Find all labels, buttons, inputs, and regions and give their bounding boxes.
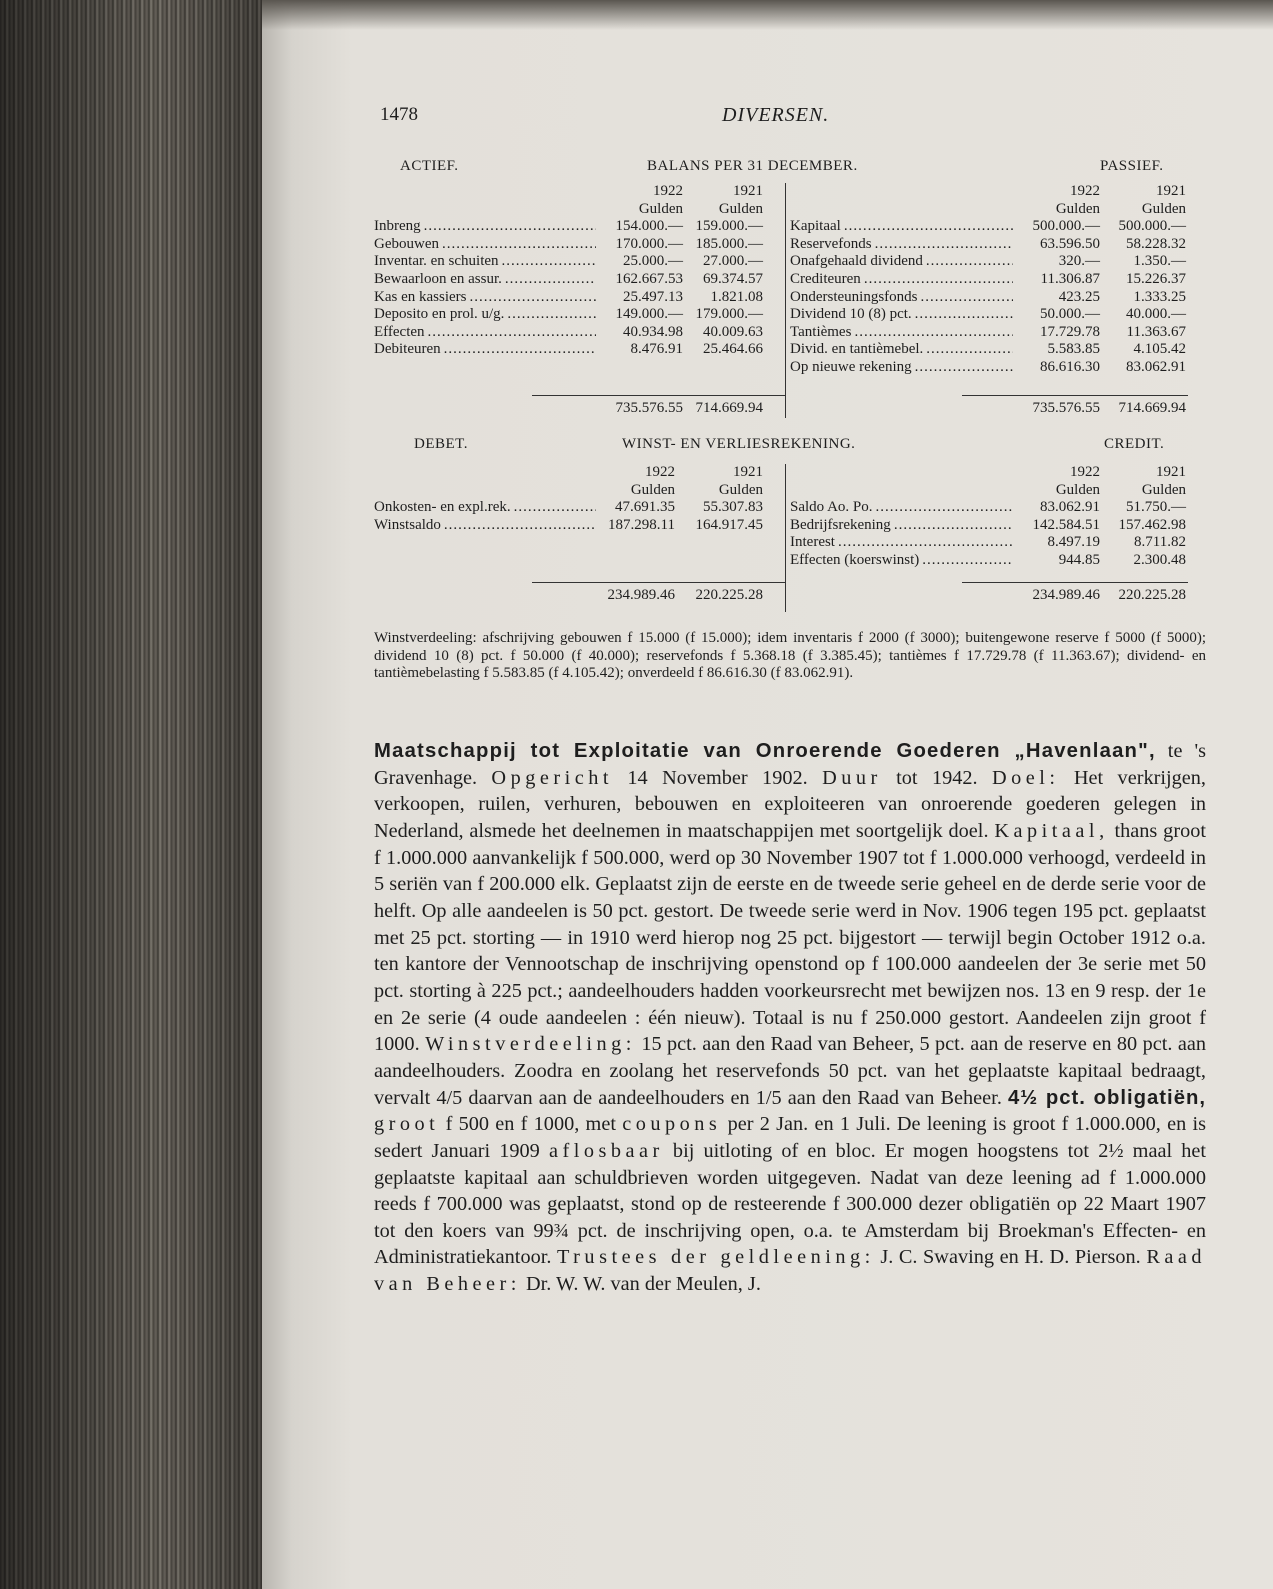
value-1922: 8.476.91 xyxy=(630,341,683,358)
unit-1922: Gulden xyxy=(1055,481,1100,498)
table-row xyxy=(790,289,1186,307)
leader-dots xyxy=(444,341,596,359)
section-title: DIVERSEN. xyxy=(722,104,830,126)
unit-1921: Gulden xyxy=(718,200,763,217)
passief-total-1921: 714.669.94 xyxy=(1118,400,1186,416)
value-1921: 83.062.91 xyxy=(1126,358,1186,375)
table-row xyxy=(790,253,1186,271)
leader-dots xyxy=(915,359,1013,377)
row-label xyxy=(790,253,1016,271)
table-row xyxy=(374,517,763,535)
coupons-label: coupons xyxy=(622,1113,722,1136)
value-1921: 500.000.— xyxy=(1118,218,1186,235)
winstverdeeling-label: Winstverdeeling: xyxy=(425,1033,636,1056)
table-row xyxy=(374,324,763,342)
table-row xyxy=(374,341,763,359)
row-label xyxy=(374,499,599,517)
value-1922: 500.000.— xyxy=(1032,218,1100,235)
page-number: 1478 xyxy=(380,104,418,125)
credit-year-row xyxy=(790,464,1186,482)
table-row xyxy=(790,271,1186,289)
value-1922: 170.000.— xyxy=(615,235,683,252)
unit-1921: Gulden xyxy=(718,481,763,498)
row-label-text: Effecten (koerswinst) xyxy=(790,551,920,568)
actief-unit-row xyxy=(374,201,763,219)
value-1922: 423.25 xyxy=(1058,288,1100,305)
table-row xyxy=(374,236,763,254)
text-segment: f 500 en f 1000, met xyxy=(439,1113,623,1136)
text-segment: 14 November 1902. xyxy=(613,766,823,789)
credit-caption: CREDIT. xyxy=(1104,436,1165,452)
unit-1922: Gulden xyxy=(638,200,683,217)
value-1921: 2.300.48 xyxy=(1133,551,1186,568)
year-1922: 1922 xyxy=(645,464,675,480)
row-label-text: Bedrijfsrekening xyxy=(790,516,891,533)
leader-dots xyxy=(469,289,596,307)
value-1922: 50.000.— xyxy=(1040,306,1100,323)
table-row xyxy=(790,218,1186,236)
row-label xyxy=(374,289,599,307)
value-1922: 187.298.11 xyxy=(608,516,675,533)
leader-dots xyxy=(507,306,596,324)
table-row xyxy=(790,534,1186,552)
debet-year-row xyxy=(374,464,763,482)
value-1922: 162.667.53 xyxy=(615,270,683,287)
text-segment: bij uitloting of en bloc. Er mogen hoogstens tot 2½ maal het geplaatste kapitaal aan schuldbrieven worden uitgegeven. Nadat van deze leening ad f 1.000.000 reeds f 700.000 was geplaatst, stond op de resteerende f 300.000 dezer obligatiën op 22 Maart 1907 tot den koers van 99¾ pct. de inschrijving open, o.a. te Amsterdam bij Broekman's Effecten- en Administratiekantoor. xyxy=(374,1139,1207,1269)
value-1921: 69.374.57 xyxy=(703,270,763,287)
text-segment: tot 1942. xyxy=(881,766,992,789)
row-label xyxy=(790,359,1016,377)
row-label xyxy=(374,324,599,342)
value-1922: 17.729.78 xyxy=(1040,323,1100,340)
row-label-text: Deposito en prol. u/g. xyxy=(374,306,505,323)
debet-total-rule xyxy=(532,582,786,583)
value-1922: 154.000.— xyxy=(615,218,683,235)
passief-total-rule xyxy=(962,395,1188,396)
value-1921: 40.000.— xyxy=(1126,306,1186,323)
row-label xyxy=(790,271,1016,289)
top-shadow xyxy=(262,0,1273,30)
passief-caption: PASSIEF. xyxy=(1100,158,1164,174)
leader-dots xyxy=(514,499,596,517)
row-label xyxy=(790,324,1016,342)
year-1921: 1921 xyxy=(1156,183,1186,199)
unit-1922: Gulden xyxy=(630,481,675,498)
leader-dots xyxy=(864,271,1013,289)
value-1921: 11.363.67 xyxy=(1126,323,1186,340)
value-1921: 25.464.66 xyxy=(703,341,763,358)
credit-table xyxy=(790,464,1186,570)
book-page xyxy=(262,0,1273,1589)
debet-table xyxy=(374,464,763,534)
leader-dots xyxy=(915,306,1013,324)
pl-divider xyxy=(785,464,786,612)
row-label-text: Op nieuwe rekening xyxy=(790,358,912,375)
credit-total-rule xyxy=(962,582,1188,583)
leader-dots xyxy=(875,236,1013,254)
actief-year-row xyxy=(374,183,763,201)
value-1922: 944.85 xyxy=(1058,551,1100,568)
text-segment: te 's Gravenhage. xyxy=(374,740,1206,789)
credit-unit-row xyxy=(790,482,1186,500)
row-label xyxy=(790,517,1016,535)
value-1921: 51.750.— xyxy=(1126,499,1186,516)
value-1921: 1.350.— xyxy=(1133,253,1186,270)
pl-caption: WINST- EN VERLIESREKENING. xyxy=(622,436,856,452)
aflosbaar-label: aflosbaar xyxy=(548,1139,664,1162)
unit-1922: Gulden xyxy=(1055,200,1100,217)
spine-shadow xyxy=(0,0,265,1589)
row-label xyxy=(374,306,599,324)
value-1921: 58.228.32 xyxy=(1126,235,1186,252)
credit-total-row xyxy=(790,587,1186,605)
row-label-text: Divid. en tantièmebel. xyxy=(790,341,924,358)
row-label xyxy=(374,341,599,359)
row-label xyxy=(374,218,599,236)
table-row xyxy=(790,324,1186,342)
leader-dots xyxy=(921,289,1014,307)
value-1922: 25.497.13 xyxy=(623,288,683,305)
row-label-text: Saldo Ao. Po. xyxy=(790,499,873,516)
row-label-text: Kas en kassiers xyxy=(374,288,467,305)
text-segment: Het verkrijgen, verkoopen, ruilen, verhuren, bebouwen en exploiteeren van onroerende goederen gelegen in Nederland, alsmede het deelnemen in maatschappijen met soortgelijk doel. xyxy=(374,766,1206,842)
row-label xyxy=(790,534,1016,552)
row-label-text: Crediteuren xyxy=(790,270,861,287)
kapitaal-label: Kapitaal, xyxy=(994,819,1109,842)
debet-total-row xyxy=(374,587,763,605)
row-label-text: Ondersteuningsfonds xyxy=(790,288,918,305)
passief-unit-row xyxy=(790,201,1186,219)
passief-table xyxy=(790,183,1186,377)
row-label-text: Onafgehaald dividend xyxy=(790,253,923,270)
table-row xyxy=(790,341,1186,359)
passief-total-row xyxy=(790,400,1186,418)
leader-dots xyxy=(444,517,596,535)
table-row xyxy=(374,271,763,289)
leader-dots xyxy=(838,534,1013,552)
value-1922: 47.691.35 xyxy=(615,499,675,516)
leader-dots xyxy=(428,324,596,342)
actief-total-1921: 714.669.94 xyxy=(695,400,763,416)
row-label-text: Effecten xyxy=(374,323,425,340)
debet-total-1921: 220.225.28 xyxy=(695,587,763,603)
leader-dots xyxy=(922,552,1013,570)
year-1921: 1921 xyxy=(733,183,763,199)
text-segment: 15 pct. aan den Raad van Beheer, 5 pct. aan de reserve en 80 pct. aan aandeelhouders. Zoodra en zoolang het reservefonds 50 pct. van het geplaatste kapitaal bedraagt, vervalt 4/5 daarvan aan de aandeelhouders en 1/5 aan den Raad van Beheer. xyxy=(374,1033,1207,1109)
year-1921: 1921 xyxy=(733,464,763,480)
row-label xyxy=(790,499,1016,517)
raad-label: Raad van Beheer: xyxy=(374,1246,1206,1296)
value-1921: 27.000.— xyxy=(703,253,763,270)
value-1921: 185.000.— xyxy=(695,235,763,252)
actief-total-rule xyxy=(532,395,786,396)
row-label-text: Gebouwen xyxy=(374,235,439,252)
value-1922: 11.306.87 xyxy=(1040,270,1100,287)
unit-1921: Gulden xyxy=(1141,200,1186,217)
value-1922: 86.616.30 xyxy=(1040,358,1100,375)
leader-dots xyxy=(926,341,1013,359)
row-label xyxy=(374,253,599,271)
debet-unit-row xyxy=(374,482,763,500)
trustees-label: Trustees der geldleening: xyxy=(557,1246,875,1269)
value-1922: 149.000.— xyxy=(615,306,683,323)
value-1921: 179.000.— xyxy=(695,306,763,323)
value-1922: 320.— xyxy=(1058,253,1100,270)
table-row xyxy=(374,289,763,307)
row-label xyxy=(790,218,1016,236)
balance-divider xyxy=(785,183,786,418)
row-label xyxy=(790,341,1016,359)
year-1921: 1921 xyxy=(1156,464,1186,480)
value-1922: 63.596.50 xyxy=(1040,235,1100,252)
unit-1921: Gulden xyxy=(1141,481,1186,498)
row-label-text: Dividend 10 (8) pct. xyxy=(790,306,912,323)
text-segment: J. C. Swaving en H. D. Pierson. xyxy=(874,1246,1147,1269)
value-1921: 4.105.42 xyxy=(1133,341,1186,358)
table-row xyxy=(790,499,1186,517)
balance-caption: BALANS PER 31 DECEMBER. xyxy=(647,158,858,174)
row-label-text: Onkosten- en expl.rek. xyxy=(374,499,511,516)
value-1921: 8.711.82 xyxy=(1134,534,1186,551)
row-label-text: Inbreng xyxy=(374,218,421,235)
value-1921: 159.000.— xyxy=(695,218,763,235)
table-row xyxy=(790,552,1186,570)
row-label xyxy=(374,517,599,535)
credit-total-1921: 220.225.28 xyxy=(1118,587,1186,603)
row-label-text: Interest xyxy=(790,534,835,551)
table-row xyxy=(790,236,1186,254)
text-segment: per 2 Jan. en 1 Juli. De leening is groot f 1.000.000, en is sedert Januari 1909 xyxy=(374,1113,1206,1162)
value-1921: 40.009.63 xyxy=(703,323,763,340)
leader-dots xyxy=(505,271,596,289)
obligaties-label: 4½ pct. obligatiën, xyxy=(1008,1086,1206,1109)
doel-label: Doel: xyxy=(991,766,1060,789)
table-row xyxy=(374,253,763,271)
opgericht-label: Opgericht xyxy=(491,766,614,789)
value-1921: 157.462.98 xyxy=(1118,516,1186,533)
year-1922: 1922 xyxy=(1070,464,1100,480)
row-label xyxy=(374,271,599,289)
company-entry xyxy=(374,738,1206,1298)
row-label xyxy=(790,552,1016,570)
leader-dots xyxy=(424,218,596,236)
year-1922: 1922 xyxy=(653,183,683,199)
groot-label: groot xyxy=(374,1113,440,1136)
passief-year-row xyxy=(790,183,1186,201)
actief-table xyxy=(374,183,763,359)
value-1921: 164.917.45 xyxy=(695,516,763,533)
leader-dots xyxy=(894,517,1013,535)
duur-label: Duur xyxy=(822,766,882,789)
table-row xyxy=(374,306,763,324)
leader-dots xyxy=(844,218,1013,236)
row-label-text: Tantièmes xyxy=(790,323,852,340)
value-1922: 83.062.91 xyxy=(1040,499,1100,516)
leader-dots xyxy=(854,324,1013,342)
row-label-text: Debiteuren xyxy=(374,341,441,358)
table-row xyxy=(790,359,1186,377)
row-label-text: Bewaarloon en assur. xyxy=(374,270,502,287)
row-label-text: Kapitaal xyxy=(790,218,841,235)
passief-total-1922: 735.576.55 xyxy=(1032,400,1100,416)
value-1921: 1.333.25 xyxy=(1133,288,1186,305)
value-1921: 55.307.83 xyxy=(703,499,763,516)
row-label-text: Reservefonds xyxy=(790,235,872,252)
value-1922: 5.583.85 xyxy=(1047,341,1100,358)
text-segment: Dr. W. W. van der Meulen, J. xyxy=(520,1273,761,1296)
actief-total-1922: 735.576.55 xyxy=(615,400,683,416)
debet-total-1922: 234.989.46 xyxy=(607,587,675,603)
actief-caption: ACTIEF. xyxy=(400,158,459,174)
text-segment: thans groot f 1.000.000 aanvankelijk f 500.000, werd op 30 November 1907 tot f 1.000.000 verhoogd, verdeeld in 5 seriën van f 200.000 elk. Geplaatst zijn de eerste en de tweede serie geheel en de derde serie voor de helft. Op alle aandeelen is 50 pct. gestort. De tweede serie werd in Nov. 1906 tegen 195 pct. geplaatst met 25 pct. storting — in 1910 werd hierop nog 25 pct. bijgestort — terwijl begin October 1912 o.a. ten kantore der Vennootschap de inschrijving openstond op f 100.000 aandeelen der 3e serie met 50 pct. storting à 225 pct.; aandeelhouders hadden voorkeursrecht met bewijzen nos. 13 en 9 resp. der 1e en 2e serie (4 oude aandeelen : één nieuw). Totaal is nu f 250.000 gestort. Aandeelen zijn groot f 1000. xyxy=(374,819,1206,1056)
value-1922: 40.934.98 xyxy=(623,323,683,340)
value-1921: 1.821.08 xyxy=(710,288,763,305)
row-label-text: Inventar. en schuiten xyxy=(374,253,499,270)
debet-caption: DEBET. xyxy=(414,436,468,452)
value-1921: 15.226.37 xyxy=(1126,270,1186,287)
row-label xyxy=(790,289,1016,307)
profit-distribution-note: Winstverdeeling: afschrijving gebouwen f 15.000 (f 15.000); idem inventaris f 2000 (f 3000); buitengewone reserve f 5000 (f 5000); dividend 10 (8) pct. f 50.000 (f 40.000); reservefonds f 5.368.18 (f 3.385.45); tantièmes f 17.729.78 (f 11.363.67); dividend- en tantièmebelasting f 5.583.85 (f 4.105.42); onverdeeld f 86.616.30 (f 83.062.91). xyxy=(374,630,1206,681)
leader-dots xyxy=(502,253,596,271)
value-1922: 8.497.19 xyxy=(1047,534,1100,551)
row-label xyxy=(374,236,599,254)
leader-dots xyxy=(876,499,1013,517)
year-1922: 1922 xyxy=(1070,183,1100,199)
value-1922: 25.000.— xyxy=(623,253,683,270)
leader-dots xyxy=(926,253,1013,271)
credit-total-1922: 234.989.46 xyxy=(1032,587,1100,603)
row-label xyxy=(790,306,1016,324)
actief-total-row xyxy=(374,400,763,418)
table-row xyxy=(790,306,1186,324)
table-row xyxy=(374,499,763,517)
value-1922: 142.584.51 xyxy=(1032,516,1100,533)
row-label-text: Winstsaldo xyxy=(374,516,441,533)
table-row xyxy=(790,517,1186,535)
leader-dots xyxy=(442,236,596,254)
table-row xyxy=(374,218,763,236)
row-label xyxy=(790,236,1016,254)
company-name: Maatschappij tot Exploitatie van Onroerende Goederen „Havenlaan", xyxy=(374,740,1156,762)
